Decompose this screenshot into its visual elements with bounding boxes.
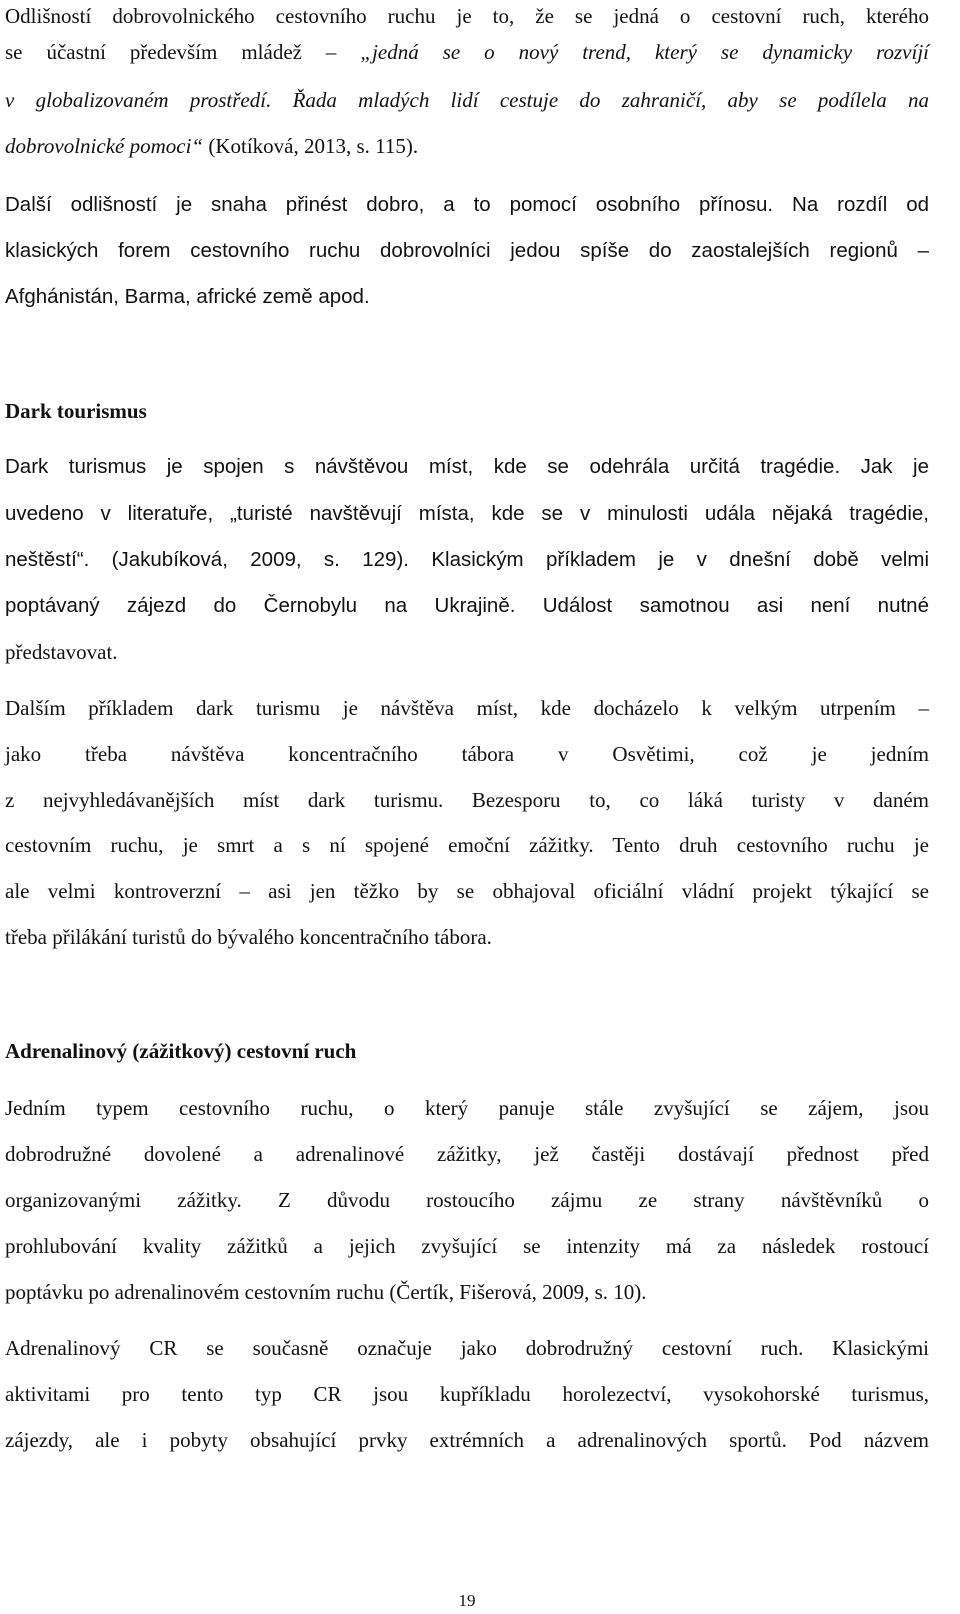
- text-line: jako třeba návštěva koncentračního tábora v Osvětimi, což je jedním: [5, 742, 929, 766]
- text-line: třeba přilákání turistů do bývalého koncentračního tábora.: [5, 925, 492, 949]
- text-line: poptávku po adrenalinovém cestovním ruchu (Čertík, Fišerová, 2009, s. 10).: [5, 1280, 647, 1304]
- page-number: 19: [458, 1591, 476, 1610]
- text-line: poptávaný zájezd do Černobylu na Ukrajině. Událost samotnou asi není nutné: [5, 594, 929, 617]
- text-line: prohlubování kvality zážitků a jejich zvyšující se intenzity má za následek rostoucí: [5, 1234, 929, 1258]
- text-line: Jedním typem cestovního ruchu, o který panuje stále zvyšující se zájem, jsou: [5, 1096, 929, 1120]
- text-line: Dalším příkladem dark turismu je návštěva míst, kde docházelo k velkým utrpením –: [5, 696, 929, 720]
- text-line: zájezdy, ale i pobyty obsahující prvky extrémních a adrenalinových sportů. Pod názvem: [5, 1428, 929, 1452]
- section-heading: Adrenalinový (zážitkový) cestovní ruch: [5, 1039, 357, 1063]
- quote-text: v globalizovaném prostředí. Řada mladých lidí cestuje do zahraničí, aby se podílela na: [5, 88, 929, 112]
- text-line: klasických forem cestovního ruchu dobrovolníci jedou spíše do zaostalejších regionů –: [5, 239, 929, 262]
- text-line: aktivitami pro tento typ CR jsou kupříkladu horolezectví, vysokohorské turismus,: [5, 1382, 929, 1406]
- text-line: cestovním ruchu, je smrt a s ní spojené emoční zážitky. Tento druh cestovního ruchu je: [5, 833, 929, 857]
- quote-text: „jedná se o nový trend, který se dynamicky rozvíjí: [360, 40, 930, 64]
- text-line: Odlišností dobrovolnického cestovního ruchu je to, že se jedná o cestovní ruch, kterého: [5, 4, 929, 28]
- text-line: dobrovolnické pomoci“ (Kotíková, 2013, s. 115).: [5, 134, 419, 158]
- text-line: představovat.: [5, 640, 118, 664]
- text-line: Afghánistán, Barma, africké země apod.: [5, 285, 370, 308]
- text-line: Adrenalinový CR se současně označuje jako dobrodružný cestovní ruch. Klasickými: [5, 1336, 929, 1360]
- section-heading: Dark tourismus: [5, 399, 147, 423]
- text-line: dobrodružné dovolené a adrenalinové zážitky, jež častěji dostávají přednost před: [5, 1142, 929, 1166]
- text-line: z nejvyhledávanějších míst dark turismu. Bezesporu to, co láká turisty v daném: [5, 788, 929, 812]
- text-line: uvedeno v literatuře, „turisté navštěvují místa, kde se v minulosti udála nějaká tragédie,: [5, 502, 929, 525]
- quote-text: dobrovolnické pomoci“: [5, 134, 204, 158]
- text-line: Dark turismus je spojen s návštěvou míst, kde se odehrála určitá tragédie. Jak je: [5, 455, 929, 478]
- text-line: se účastní především mládež – „jedná se o nový trend, který se dynamicky rozvíjí: [5, 40, 930, 64]
- text-line: [5, 86, 929, 114]
- text-line: organizovanými zážitky. Z důvodu rostoucího zájmu ze strany návštěvníků o: [5, 1188, 929, 1212]
- text-line: neštěstí“. (Jakubíková, 2009, s. 129). Klasickým příkladem je v dnešní době velmi: [5, 548, 929, 571]
- text-line: Další odlišností je snaha přinést dobro, a to pomocí osobního přínosu. Na rozdíl od: [5, 193, 929, 216]
- text-line: ale velmi kontroverzní – asi jen těžko by se obhajoval oficiální vládní projekt týkající se: [5, 879, 929, 903]
